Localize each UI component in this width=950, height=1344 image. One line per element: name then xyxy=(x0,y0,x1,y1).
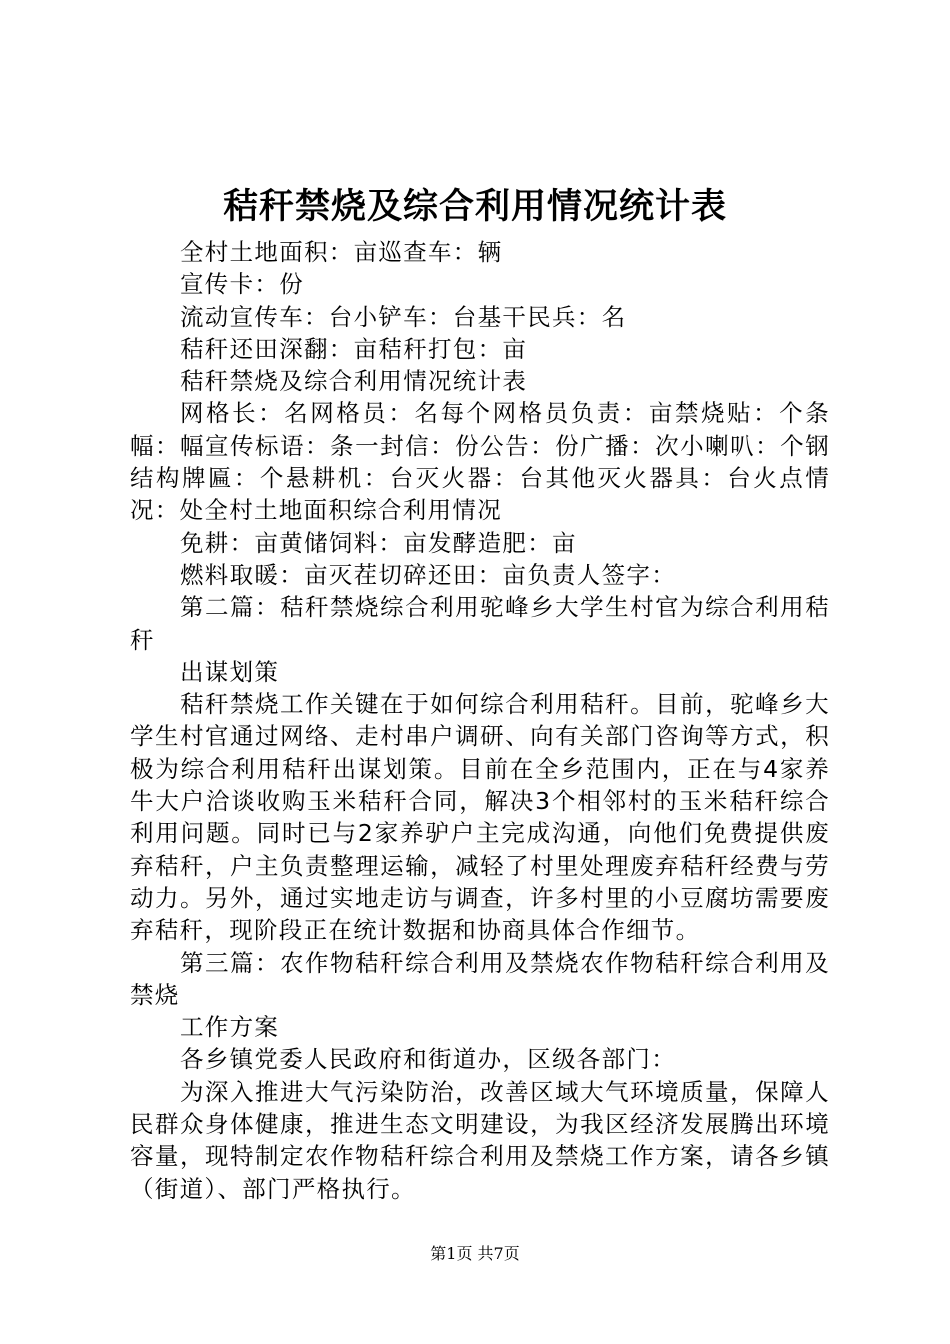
paragraph: 秸秆禁烧及综合利用情况统计表 xyxy=(180,367,528,396)
paragraph: 燃料取暖：亩灭茬切碎还田：亩负责人签字： xyxy=(180,560,676,589)
paragraph: 流动宣传车：台小铲车：台基干民兵：名 xyxy=(180,302,627,331)
paragraph: 第二篇：秸秆禁烧综合利用驼峰乡大学生村官为综合利用秸秆 xyxy=(130,593,830,654)
page-footer: 第1页 共7页 xyxy=(430,1244,520,1263)
document-body xyxy=(130,236,830,1205)
paragraph: 各乡镇党委人民政府和街道办，区级各部门： xyxy=(180,1045,676,1074)
paragraph: 网格长：名网格员：名每个网格员负责：亩禁烧贴：个条幅：幅宣传标语：条一封信：份公告：份广播：次小喇叭：个钢结构牌匾：个悬耕机：台灭火器：台其他灭火器具：台火点情况：处全村土地面积综合利用情况 xyxy=(130,399,830,525)
paragraph: 全村土地面积：亩巡查车：辆 xyxy=(180,238,503,266)
paragraph: 秸秆禁烧工作关键在于如何综合利用秸秆。目前，驼峰乡大学生村官通过网络、走村串户调研、向有关部门咨询等方式，积极为综合利用秸秆出谋划策。目前在全乡范围内，正在与4家养牛大户洽谈收购玉米秸秆合同，解决3个相邻村的玉米秸秆综合利用问题。同时已与2家养驴户主完成沟通，向他们免费提供废弃秸秆，户主负责整理运输，减轻了村里处理废弃秸秆经费与劳动力。另外，通过实地走访与调查，许多村里的小豆腐坊需要废弃秸秆，现阶段正在统计数据和协商具体合作细节。 xyxy=(130,690,830,945)
document-title: 秸秆禁烧及综合利用情况统计表 xyxy=(222,186,727,227)
paragraph: 第三篇：农作物秸秆综合利用及禁烧农作物秸秆综合利用及禁烧 xyxy=(130,948,830,1009)
paragraph: 免耕：亩黄储饲料：亩发酵造肥：亩 xyxy=(180,528,577,557)
paragraph: 出谋划策 xyxy=(180,657,280,686)
paragraph: 秸秆还田深翻：亩秸秆打包：亩 xyxy=(180,334,528,363)
paragraph: 为深入推进大气污染防治，改善区域大气环境质量，保障人民群众身体健康，推进生态文明建设，为我区经济发展腾出环境容量，现特制定农作物秸秆综合利用及禁烧工作方案，请各乡镇（街道）、部门严格执行。 xyxy=(130,1077,830,1203)
paragraph: 工作方案 xyxy=(180,1013,280,1042)
paragraph: 宣传卡：份 xyxy=(180,270,304,299)
